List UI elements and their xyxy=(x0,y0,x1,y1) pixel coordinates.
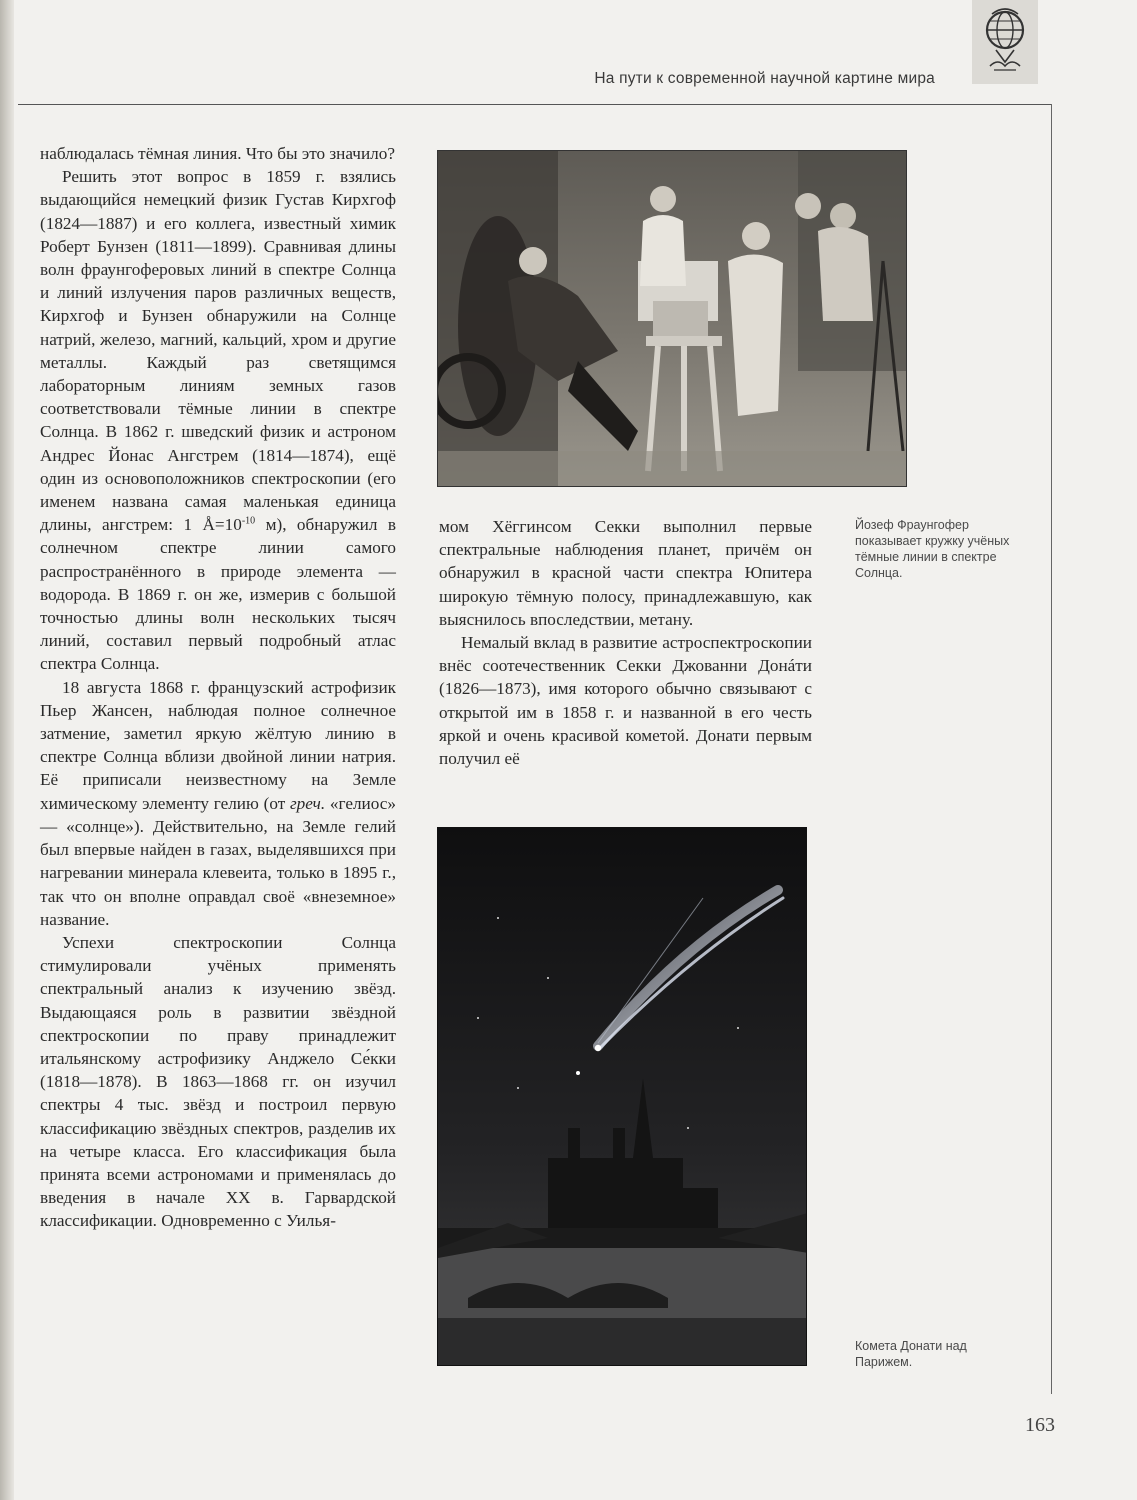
globe-emblem-icon xyxy=(972,0,1038,84)
caption-fraunhofer: Йозеф Фраунгофер показывает кружку учёных тёмные линии в спектре Солнца. xyxy=(855,518,1010,580)
paragraph: наблюдалась тёмная линия. Что бы это значило? xyxy=(40,144,395,163)
header-rule xyxy=(18,104,1052,105)
paragraph-helium: 18 августа 1868 г. французский астрофизик Пьер Жансен, наблюдая полное солнечное затмение, заметил яркую жёлтую линию в спектре Солнца вблизи двойной линии натрия. Её приписали неизвестному на Земле химическому элементу гелию (от греч. «гелиос» — «солнце»). Действительно, на Земле гелий был впервые найден в газах, выделявшихся при нагревании минерала клевеита, только в 1895 г., так что он вполне оправдал своё «внеземное» название. xyxy=(40,677,396,929)
caption-comet: Комета Донати над Парижем. xyxy=(855,1339,967,1369)
paragraph-kirchhoff: Решить этот вопрос в 1859 г. взялись выдающийся немецкий физик Густав Кирхгоф (1824—1887) и его коллега, известный химик Роберт Бунзен (1811—1899). Сравнивая длины волн фраунгоферовых линий в спектре Солнца и линий излучения паров различных веществ, Кирхгоф и Бунзен обнаружили на Солнце натрий, железо, магний, кальций, хром и другие металлы. Каждый раз светящимся лабораторным линиям земных газов соответствовали тёмные линии в спектре Солнца. В 1862 г. шведский физик и астроном Андрес Йонас Ангстрем (1814—1874), ещё один из основоположников спектроскопии (его именем названа самая маленькая единица длины, ангстрем: 1 $Å=10^{-10}$ м), обнаружил в солнечном спектре линии самого распространённого в природе элемента — водорода. В 1869 г. он же, измерив с большой точностью длины волн нескольких тысяч линий, составил первый подробный атлас спектра Солнца. xyxy=(40,167,396,674)
scan-edge xyxy=(0,0,14,1500)
running-title: На пути к современной научной картине мира xyxy=(594,70,935,87)
page-number: 163 xyxy=(1025,1414,1055,1436)
paragraph-secchi: Успехи спектроскопии Солнца стимулировали учёных применять спектральный анализ к изучению звёзд. Выдающаяся роль в развитии звёздной спектроскопии по праву принадлежит итальянскому астрофизику Анджело Се́кки (1818—1878). В 1863—1868 гг. он изучил спектры 4 тыс. звёзд и построил первую классификацию звёздных спектров, разделив их на четыре класса. Его классификация была принята всеми астрономами и применялась до введения в начале XX в. Гарвардской классификации. Одновременно с Уилья- xyxy=(40,932,396,1231)
paragraph-donati: Немалый вклад в развитие астроспектроскопии внёс соотечественник Секки Джованни Донáти (1826—1873), имя которого обычно связывают с открытой им в 1858 г. и названной в его честь яркой и очень красивой кометой. Донати первым получил её xyxy=(439,633,812,769)
donati-comet-image xyxy=(437,827,807,1366)
middle-text-column xyxy=(439,515,812,770)
paragraph-huggins: мом Хёггинсом Секки выполнил первые спектральные наблюдения планет, причём он обнаружил в красной части спектра Юпитера широкую тёмную полосу, принадлежавшую, как выяснилось впоследствии, метану. xyxy=(439,517,812,629)
fraunhofer-photo xyxy=(437,150,907,487)
left-text-column xyxy=(40,142,396,1233)
margin-rule xyxy=(1051,104,1052,1394)
